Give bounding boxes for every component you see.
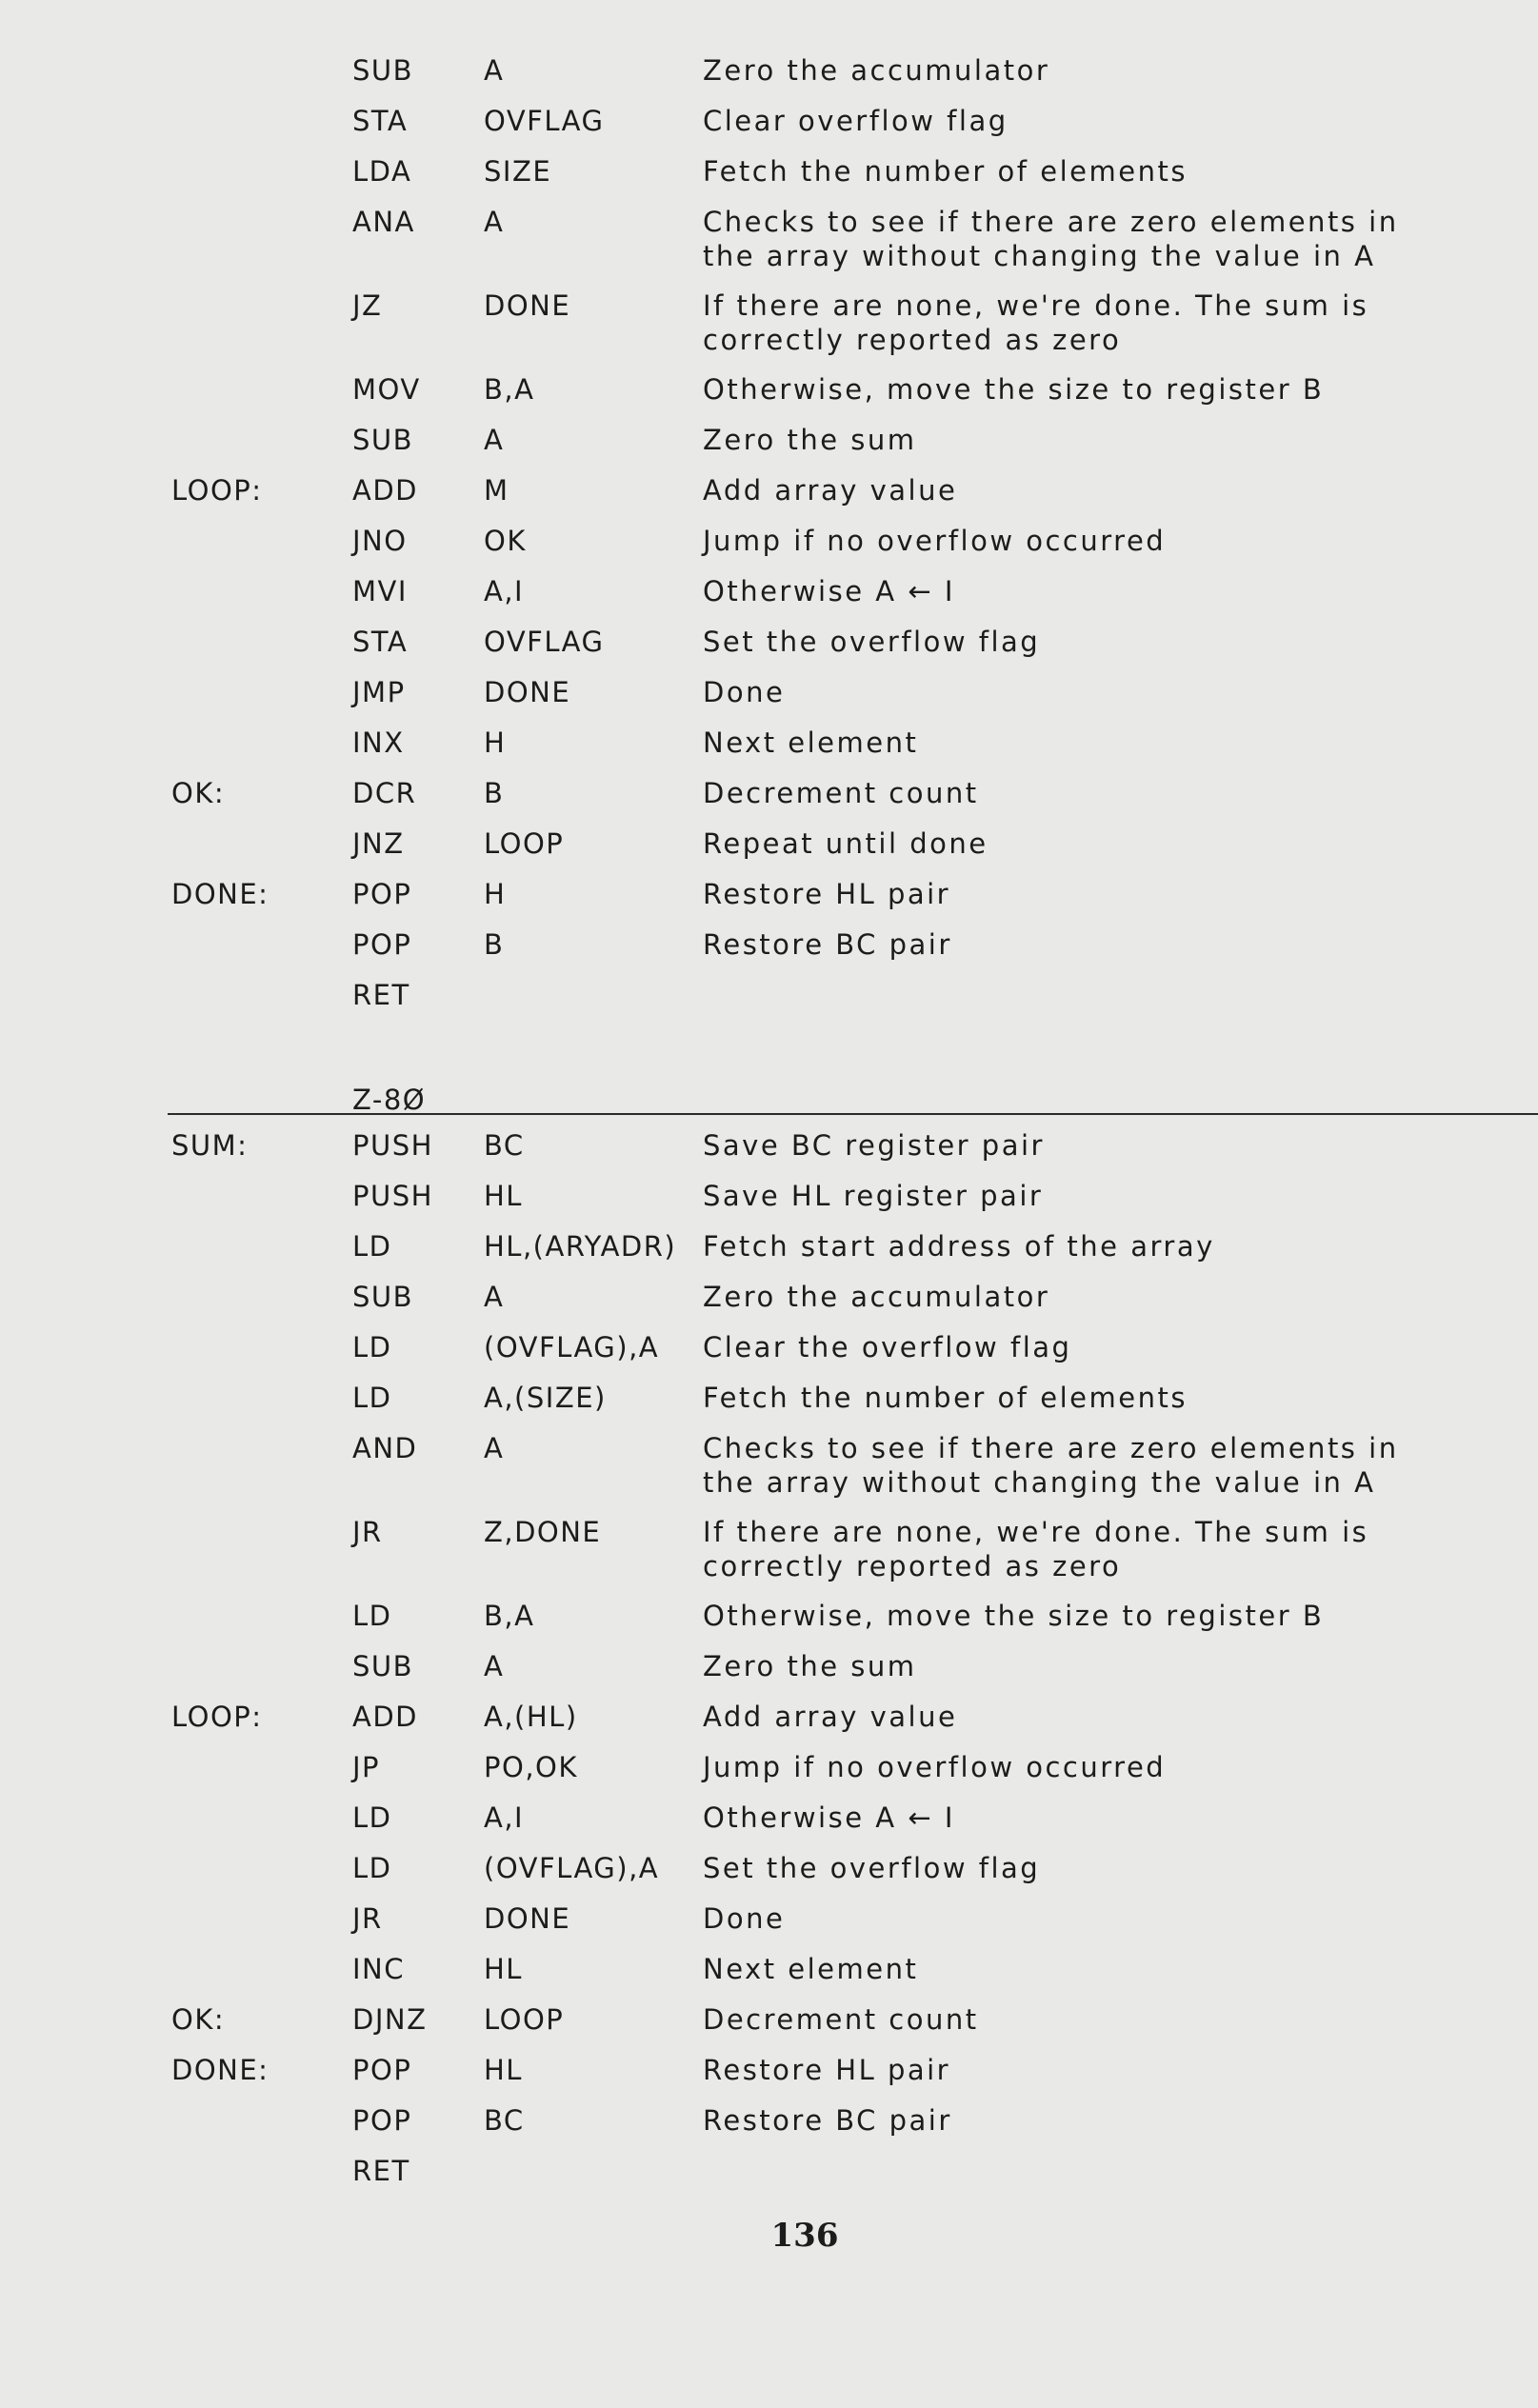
line-comment	[703, 1901, 785, 1936]
code-line	[0, 1649, 1538, 1700]
code-line	[0, 1280, 1538, 1330]
line-comment	[703, 473, 957, 507]
comment-text: correctly reported as zero	[703, 324, 1122, 356]
operand: M	[484, 474, 509, 507]
line-label: SUM:	[171, 1129, 249, 1162]
opcode: ADD	[352, 1701, 418, 1733]
comment-text: Save BC register pair	[703, 1129, 1045, 1162]
line-comment	[703, 154, 1188, 189]
code-line	[0, 1431, 1538, 1515]
operand: B,A	[484, 1600, 535, 1632]
code-line	[0, 289, 1538, 372]
operand: Z,DONE	[484, 1516, 602, 1548]
operand: A	[484, 1650, 505, 1682]
opcode: INC	[352, 1953, 405, 1985]
operand: HL	[484, 2054, 523, 2086]
code-line	[0, 1381, 1538, 1431]
code-line	[0, 1179, 1538, 1229]
opcode: DJNZ	[352, 2003, 428, 2036]
operand: (OVFLAG),A	[484, 1331, 660, 1363]
operand: (OVFLAG),A	[484, 1852, 660, 1884]
opcode: SUB	[352, 54, 414, 87]
line-comment	[703, 1801, 955, 1835]
code-line	[0, 574, 1538, 625]
opcode: PUSH	[352, 1180, 433, 1212]
comment-text: Zero the accumulator	[703, 54, 1050, 87]
code-line	[0, 2103, 1538, 2154]
operand: OK	[484, 525, 527, 557]
code-line	[0, 154, 1538, 205]
code-line	[0, 776, 1538, 826]
code-line	[0, 826, 1538, 877]
operand: A	[484, 54, 505, 87]
line-comment	[703, 726, 918, 760]
code-line	[0, 2053, 1538, 2103]
opcode: INX	[352, 726, 405, 759]
operand: A	[484, 424, 505, 456]
operand: A	[484, 206, 505, 238]
operand: H	[484, 726, 507, 759]
comment-text: Fetch the number of elements	[703, 1382, 1188, 1414]
code-line	[0, 726, 1538, 776]
comment-text: Otherwise A ← I	[703, 575, 955, 607]
code-line	[0, 524, 1538, 574]
opcode: JP	[352, 1751, 381, 1783]
opcode: ANA	[352, 206, 415, 238]
opcode: POP	[352, 928, 412, 961]
code-line	[0, 1901, 1538, 1952]
opcode: MOV	[352, 373, 421, 406]
code-line	[0, 1851, 1538, 1901]
operand: OVFLAG	[484, 626, 605, 658]
code-line	[0, 978, 1538, 1028]
opcode: SUB	[352, 424, 414, 456]
line-comment	[703, 1649, 917, 1683]
operand: A,(SIZE)	[484, 1382, 607, 1414]
comment-text: Clear the overflow flag	[703, 1331, 1072, 1363]
opcode: JNO	[352, 525, 408, 557]
opcode: DCR	[352, 777, 417, 809]
operand: HL,(ARYADR)	[484, 1230, 677, 1263]
line-label: OK:	[171, 777, 226, 809]
operand: DONE	[484, 676, 571, 708]
opcode: LD	[352, 1331, 392, 1363]
line-comment	[703, 1280, 1049, 1314]
operand: LOOP	[484, 2003, 565, 2036]
listing-z80	[0, 1128, 1538, 2204]
code-line	[0, 104, 1538, 154]
line-label: DONE:	[171, 878, 270, 910]
opcode: PUSH	[352, 1129, 433, 1162]
operand: BC	[484, 1129, 525, 1162]
code-line	[0, 1515, 1538, 1599]
comment-text: Next element	[703, 1953, 919, 1985]
line-comment	[703, 205, 1399, 273]
comment-text: correctly reported as zero	[703, 1550, 1122, 1582]
code-line	[0, 1229, 1538, 1280]
line-comment	[703, 2053, 950, 2087]
operand: A,(HL)	[484, 1701, 578, 1733]
operand: HL	[484, 1953, 523, 1985]
opcode: JR	[352, 1516, 383, 1548]
code-line	[0, 423, 1538, 473]
line-comment	[703, 675, 785, 709]
line-comment	[703, 2002, 979, 2037]
line-comment	[703, 625, 1040, 659]
code-line	[0, 1599, 1538, 1649]
comment-text: Clear overflow flag	[703, 105, 1009, 137]
comment-text: Set the overflow flag	[703, 1852, 1041, 1884]
line-comment	[703, 826, 989, 861]
opcode: LD	[352, 1852, 392, 1884]
opcode: AND	[352, 1432, 418, 1464]
opcode: STA	[352, 626, 409, 658]
line-comment	[703, 104, 1009, 138]
operand: B,A	[484, 373, 535, 406]
code-line	[0, 877, 1538, 927]
operand: B	[484, 777, 505, 809]
comment-text: Next element	[703, 726, 919, 759]
opcode: JZ	[352, 289, 383, 322]
operand: DONE	[484, 289, 571, 322]
comment-text: Save HL register pair	[703, 1180, 1044, 1212]
comment-text: Otherwise, move the size to register B	[703, 1600, 1325, 1632]
line-comment	[703, 53, 1049, 88]
opcode: LD	[352, 1230, 392, 1263]
comment-text: If there are none, we're done. The sum is	[703, 289, 1369, 322]
code-line	[0, 1128, 1538, 1179]
comment-text: Decrement count	[703, 2003, 979, 2036]
opcode: RET	[352, 2155, 410, 2187]
operand: A,I	[484, 1801, 525, 1834]
line-comment	[703, 1750, 1166, 1784]
line-comment	[703, 423, 917, 457]
opcode: LD	[352, 1382, 392, 1414]
line-comment	[703, 289, 1368, 357]
operand: SIZE	[484, 155, 552, 188]
line-comment	[703, 1952, 918, 1986]
comment-text: Repeat until done	[703, 827, 989, 860]
comment-text: Restore BC pair	[703, 2104, 952, 2137]
code-line	[0, 2002, 1538, 2053]
code-line	[0, 1700, 1538, 1750]
opcode: SUB	[352, 1650, 414, 1682]
comment-text: Zero the sum	[703, 1650, 917, 1682]
line-comment	[703, 1229, 1215, 1264]
line-comment	[703, 1851, 1040, 1885]
opcode: STA	[352, 105, 409, 137]
section-divider	[168, 1113, 1538, 1115]
operand: OVFLAG	[484, 105, 605, 137]
operand: A	[484, 1432, 505, 1464]
code-line	[0, 2154, 1538, 2204]
opcode: JR	[352, 1902, 383, 1935]
opcode: RET	[352, 979, 410, 1011]
comment-text: the array without changing the value in A	[703, 240, 1376, 272]
comment-text: Fetch the number of elements	[703, 155, 1188, 188]
operand: A	[484, 1281, 505, 1313]
line-comment	[703, 524, 1166, 558]
comment-text: Add array value	[703, 474, 958, 507]
code-line	[0, 1801, 1538, 1851]
opcode: JMP	[352, 676, 406, 708]
opcode: LD	[352, 1801, 392, 1834]
comment-text: Restore HL pair	[703, 2054, 951, 2086]
operand: B	[484, 928, 505, 961]
comment-text: Add array value	[703, 1701, 958, 1733]
comment-text: Zero the sum	[703, 424, 917, 456]
opcode: POP	[352, 878, 412, 910]
comment-text: Done	[703, 1902, 786, 1935]
comment-text: Decrement count	[703, 777, 979, 809]
line-comment	[703, 776, 979, 810]
opcode: POP	[352, 2104, 412, 2137]
comment-text: Done	[703, 676, 786, 708]
code-line	[0, 372, 1538, 423]
operand: PO,OK	[484, 1751, 578, 1783]
opcode: LD	[352, 1600, 392, 1632]
line-comment	[703, 1330, 1071, 1364]
code-line	[0, 1750, 1538, 1801]
comment-text: Zero the accumulator	[703, 1281, 1050, 1313]
operand: A,I	[484, 575, 525, 607]
comment-text: Checks to see if there are zero elements in	[703, 1432, 1399, 1464]
code-line	[0, 625, 1538, 675]
line-label: LOOP:	[171, 474, 263, 507]
comment-text: If there are none, we're done. The sum is	[703, 1516, 1369, 1548]
line-comment	[703, 927, 952, 962]
opcode: SUB	[352, 1281, 414, 1313]
comment-text: Jump if no overflow occurred	[703, 525, 1167, 557]
code-line	[0, 1952, 1538, 2002]
comment-text: Fetch start address of the array	[703, 1230, 1215, 1263]
line-comment	[703, 574, 955, 608]
line-comment	[703, 2103, 952, 2138]
comment-text: Otherwise, move the size to register B	[703, 373, 1325, 406]
section-title-z80: Z-8Ø	[352, 1084, 427, 1116]
comment-text: Restore BC pair	[703, 928, 952, 961]
listing-8080	[0, 53, 1538, 1028]
comment-text: Checks to see if there are zero elements in	[703, 206, 1399, 238]
opcode: JNZ	[352, 827, 405, 860]
code-line	[0, 473, 1538, 524]
code-line	[0, 675, 1538, 726]
opcode: MVI	[352, 575, 408, 607]
operand: BC	[484, 2104, 525, 2137]
line-comment	[703, 1431, 1399, 1500]
operand: HL	[484, 1180, 523, 1212]
operand: H	[484, 878, 507, 910]
comment-text: Otherwise A ← I	[703, 1801, 955, 1834]
comment-text: Restore HL pair	[703, 878, 951, 910]
code-line	[0, 927, 1538, 978]
line-label: LOOP:	[171, 1701, 263, 1733]
comment-text: the array without changing the value in A	[703, 1466, 1376, 1499]
page-number: 136	[770, 2217, 839, 2255]
operand: DONE	[484, 1902, 571, 1935]
line-comment	[703, 1128, 1045, 1163]
operand: LOOP	[484, 827, 565, 860]
code-line	[0, 53, 1538, 104]
comment-text: Jump if no overflow occurred	[703, 1751, 1167, 1783]
line-comment	[703, 1515, 1368, 1583]
opcode: POP	[352, 2054, 412, 2086]
line-label: OK:	[171, 2003, 226, 2036]
opcode: ADD	[352, 474, 418, 507]
comment-text: Set the overflow flag	[703, 626, 1041, 658]
code-line	[0, 205, 1538, 289]
line-comment	[703, 1179, 1043, 1213]
line-label: DONE:	[171, 2054, 270, 2086]
line-comment	[703, 372, 1324, 407]
line-comment	[703, 1599, 1324, 1633]
opcode: LDA	[352, 155, 412, 188]
code-line	[0, 1330, 1538, 1381]
line-comment	[703, 1700, 957, 1734]
line-comment	[703, 877, 950, 911]
line-comment	[703, 1381, 1188, 1415]
